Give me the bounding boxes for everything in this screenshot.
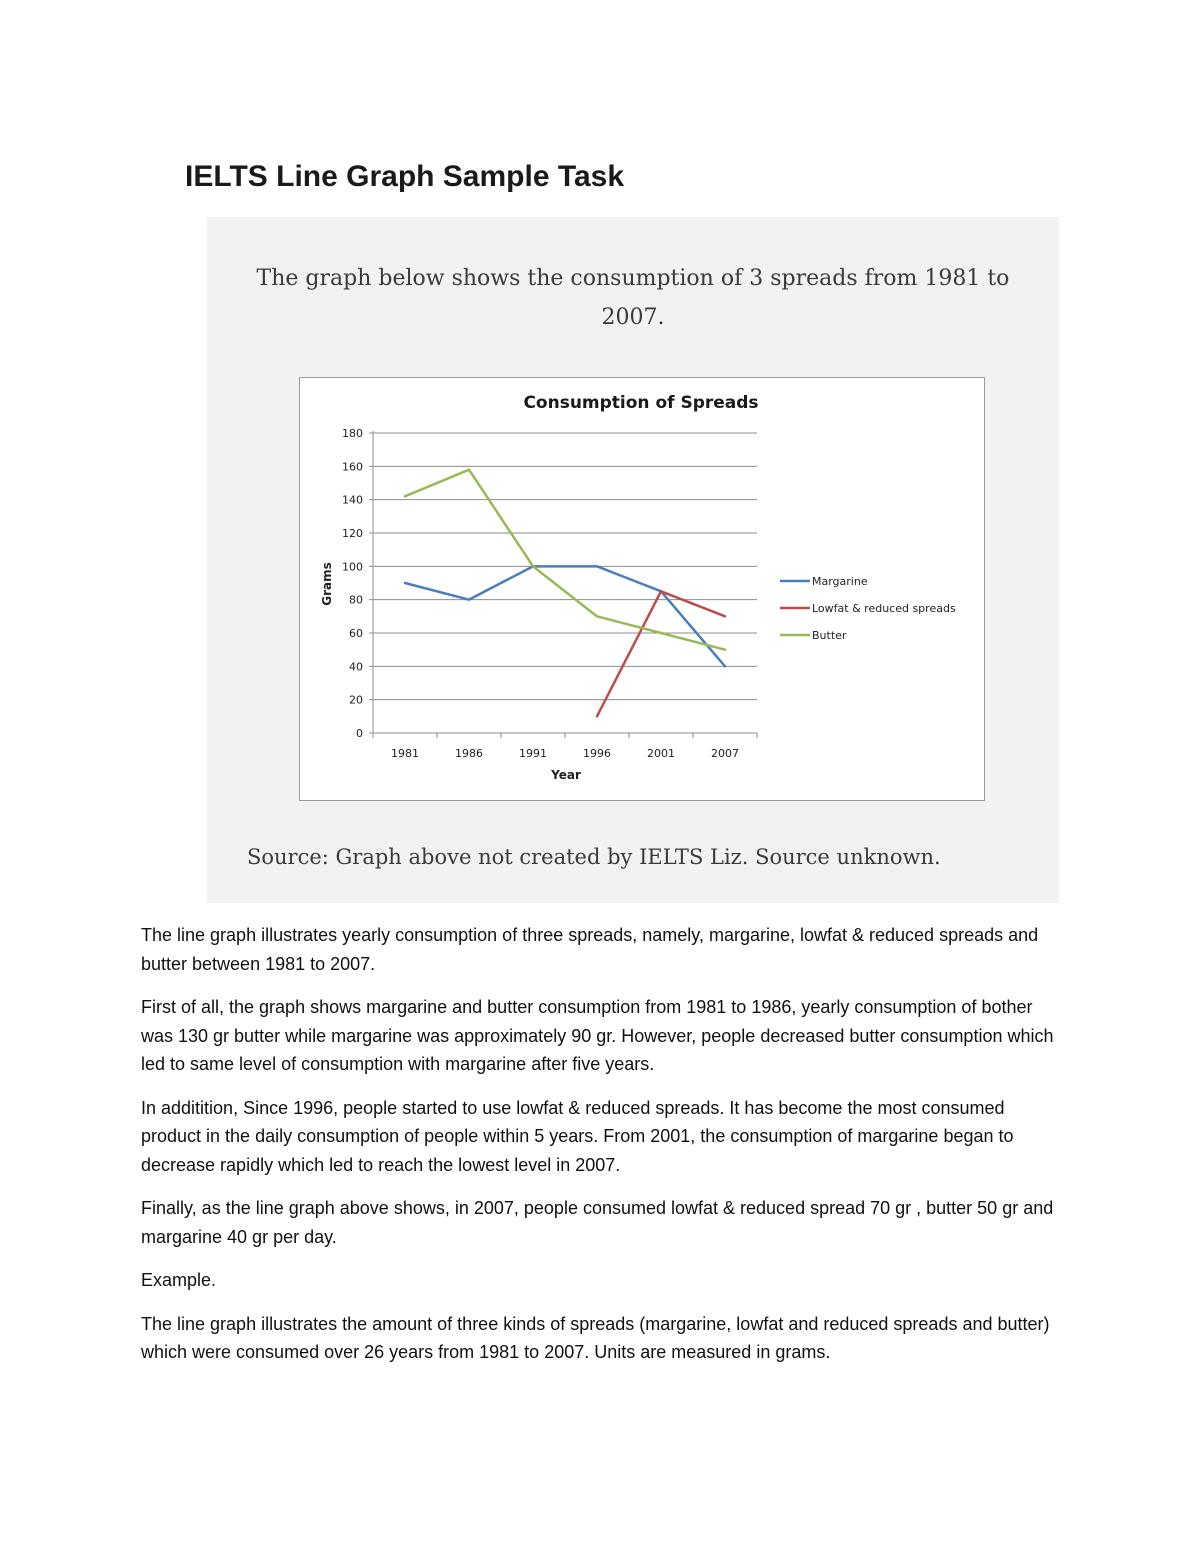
chart-series	[405, 470, 725, 717]
series-line-margarine	[405, 566, 725, 666]
y-tick-label: 140	[342, 493, 363, 507]
figure-caption-line1: The graph below shows the consumption of 3 spreads from 1981 to	[256, 266, 1010, 291]
body-text	[141, 921, 1066, 1382]
series-line-lowfat-reduced-spreads	[597, 591, 725, 716]
chart-axes	[369, 431, 757, 738]
paragraph: Finally, as the line graph above shows, in 2007, people consumed lowfat & reduced spread 70 gr , butter 50 gr and margarine 40 gr per day.	[141, 1198, 1054, 1247]
chart-frame	[299, 377, 985, 801]
figure-panel	[207, 217, 1059, 903]
chart-legend	[780, 575, 956, 642]
y-tick-label: 180	[342, 427, 363, 440]
y-tick-label: 160	[342, 460, 363, 474]
y-tick-label: 20	[349, 693, 363, 707]
figure-caption	[207, 259, 1059, 337]
x-tick-label: 1996	[583, 747, 611, 760]
figure-caption-line2: 2007.	[601, 305, 665, 330]
legend-label-margarine: Margarine	[812, 575, 868, 588]
paragraph: The line graph illustrates yearly consumption of three spreads, namely, margarine, lowfat & reduced spreads and butter between 1981 to 2007.	[141, 925, 1039, 974]
legend-label-butter: Butter	[812, 629, 847, 642]
source-note: Source: Graph above not created by IELTS Liz. Source unknown.	[247, 845, 941, 869]
page-heading: IELTS Line Graph Sample Task	[185, 160, 624, 193]
paragraph: First of all, the graph shows margarine and butter consumption from 1981 to 1986, yearly consumption of bother was 130 gr butter while margarine was approximately 90 gr. However, people decreased butter consumption which led to same level of consumption with margarine after five years.	[141, 997, 1054, 1074]
series-line-butter	[405, 470, 725, 650]
x-axis-label: Year	[551, 768, 581, 782]
y-tick-label: 0	[356, 727, 363, 740]
legend-label-lowfat-reduced-spreads: Lowfat & reduced spreads	[812, 602, 956, 615]
paragraph: Example.	[141, 1270, 217, 1290]
paragraph: In additition, Since 1996, people started to use lowfat & reduced spreads. It has become the most consumed product in the daily consumption of people within 5 years. From 2001, the consumption of margarine began to decrease rapidly which led to reach the lowest level in 2007.	[141, 1097, 1014, 1175]
line-chart	[300, 378, 986, 802]
y-tick-label: 60	[349, 627, 363, 640]
y-axis-label: Grams	[320, 562, 334, 606]
y-tick-label: 120	[342, 527, 363, 540]
paragraph: The line graph illustrates the amount of three kinds of spreads (margarine, lowfat and reduced spreads and butter) which were consumed over 26 years from 1981 to 2007. Units are measured in grams.	[141, 1313, 1050, 1362]
y-tick-label: 40	[349, 660, 363, 674]
y-tick-label: 80	[349, 593, 363, 607]
x-tick-label: 1991	[519, 747, 547, 760]
x-tick-label: 1986	[455, 747, 483, 760]
y-tick-label: 100	[342, 560, 363, 574]
x-tick-label: 2001	[647, 747, 675, 760]
x-tick-labels	[391, 747, 739, 760]
x-tick-label: 2007	[711, 747, 739, 760]
y-tick-labels	[342, 427, 363, 740]
x-tick-label: 1981	[391, 747, 419, 760]
chart-title: Consumption of Spreads	[523, 393, 759, 413]
